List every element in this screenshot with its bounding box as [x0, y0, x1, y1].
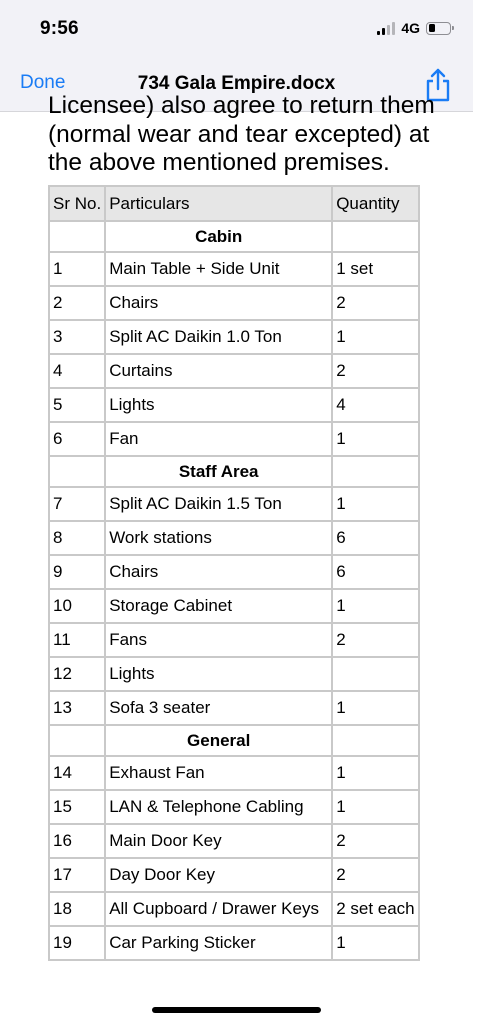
- cell-quantity: 2 set each: [332, 892, 419, 926]
- cell-particular: Lights: [105, 657, 332, 691]
- network-type: 4G: [401, 20, 420, 36]
- cell-particular: Main Door Key: [105, 824, 332, 858]
- section-row: [49, 725, 419, 756]
- cell-sr-no: 1: [49, 252, 105, 286]
- table-row: [49, 521, 419, 555]
- table-row: [49, 926, 419, 960]
- section-empty-cell: [49, 221, 105, 252]
- table-row: [49, 790, 419, 824]
- table-row: [49, 589, 419, 623]
- status-time: 9:56: [40, 18, 79, 39]
- cell-particular: All Cupboard / Drawer Keys: [105, 892, 332, 926]
- cell-quantity: 1: [332, 790, 419, 824]
- cell-quantity: [332, 657, 419, 691]
- cell-sr-no: 19: [49, 926, 105, 960]
- cell-particular: Exhaust Fan: [105, 756, 332, 790]
- table-row: [49, 252, 419, 286]
- section-empty-cell: [49, 725, 105, 756]
- header-sr-no: Sr No.: [49, 186, 105, 221]
- table-header-row: [49, 186, 419, 221]
- document-viewer[interactable]: [0, 92, 473, 992]
- cell-quantity: 2: [332, 824, 419, 858]
- cell-quantity: 6: [332, 555, 419, 589]
- cell-particular: Storage Cabinet: [105, 589, 332, 623]
- cell-particular: Split AC Daikin 1.5 Ton: [105, 487, 332, 521]
- cell-particular: Car Parking Sticker: [105, 926, 332, 960]
- section-empty-cell: [332, 221, 419, 252]
- cell-particular: Split AC Daikin 1.0 Ton: [105, 320, 332, 354]
- table-row: [49, 286, 419, 320]
- table-row: [49, 388, 419, 422]
- cell-sr-no: 17: [49, 858, 105, 892]
- status-indicators: [377, 20, 451, 36]
- section-title: General: [105, 725, 332, 756]
- section-empty-cell: [332, 725, 419, 756]
- cell-sr-no: 12: [49, 657, 105, 691]
- cell-quantity: 1: [332, 320, 419, 354]
- table-row: [49, 756, 419, 790]
- document-paragraph: [48, 92, 488, 178]
- section-row: [49, 221, 419, 252]
- cell-quantity: 2: [332, 354, 419, 388]
- cell-particular: Day Door Key: [105, 858, 332, 892]
- table-row: [49, 657, 419, 691]
- cell-particular: Fans: [105, 623, 332, 657]
- cell-sr-no: 6: [49, 422, 105, 456]
- cell-quantity: 1: [332, 589, 419, 623]
- cell-sr-no: 3: [49, 320, 105, 354]
- header-quantity: Quantity: [332, 186, 419, 221]
- cellular-signal-icon: [377, 22, 395, 35]
- cell-sr-no: 9: [49, 555, 105, 589]
- cell-sr-no: 5: [49, 388, 105, 422]
- table-row: [49, 422, 419, 456]
- cell-sr-no: 11: [49, 623, 105, 657]
- section-title: Staff Area: [105, 456, 332, 487]
- cell-sr-no: 18: [49, 892, 105, 926]
- status-bar: [0, 0, 473, 62]
- cell-quantity: 1: [332, 756, 419, 790]
- table-row: [49, 623, 419, 657]
- cell-particular: LAN & Telephone Cabling: [105, 790, 332, 824]
- section-empty-cell: [332, 456, 419, 487]
- paragraph-line: the above mentioned premises.: [48, 149, 390, 176]
- cell-sr-no: 14: [49, 756, 105, 790]
- table-row: [49, 892, 419, 926]
- cell-sr-no: 10: [49, 589, 105, 623]
- cell-particular: Sofa 3 seater: [105, 691, 332, 725]
- cell-quantity: 1: [332, 422, 419, 456]
- cell-sr-no: 13: [49, 691, 105, 725]
- cell-sr-no: 8: [49, 521, 105, 555]
- cell-quantity: 1 set: [332, 252, 419, 286]
- cell-particular: Fan: [105, 422, 332, 456]
- cell-particular: Curtains: [105, 354, 332, 388]
- cell-quantity: 6: [332, 521, 419, 555]
- cell-sr-no: 16: [49, 824, 105, 858]
- table-row: [49, 354, 419, 388]
- cell-particular: Work stations: [105, 521, 332, 555]
- table-row: [49, 858, 419, 892]
- done-button[interactable]: Done: [20, 72, 66, 93]
- cell-quantity: 2: [332, 286, 419, 320]
- cell-sr-no: 4: [49, 354, 105, 388]
- paragraph-line: Licensee) also agree to return them: [48, 92, 435, 119]
- table-row: [49, 555, 419, 589]
- battery-icon: [426, 22, 451, 35]
- cell-quantity: 1: [332, 487, 419, 521]
- cell-sr-no: 15: [49, 790, 105, 824]
- home-indicator[interactable]: [152, 1007, 321, 1013]
- document-title: 734 Gala Empire.docx: [137, 73, 336, 94]
- cell-particular: Chairs: [105, 286, 332, 320]
- cell-sr-no: 7: [49, 487, 105, 521]
- header-particulars: Particulars: [105, 186, 332, 221]
- cell-quantity: 2: [332, 623, 419, 657]
- cell-sr-no: 2: [49, 286, 105, 320]
- section-empty-cell: [49, 456, 105, 487]
- paragraph-line: (normal wear and tear excepted) at: [48, 120, 430, 148]
- table-row: [49, 487, 419, 521]
- inventory-table: [48, 185, 420, 961]
- cell-quantity: 1: [332, 691, 419, 725]
- table-row: [49, 320, 419, 354]
- section-row: [49, 456, 419, 487]
- cell-quantity: 2: [332, 858, 419, 892]
- cell-quantity: 1: [332, 926, 419, 960]
- table-row: [49, 691, 419, 725]
- cell-particular: Main Table + Side Unit: [105, 252, 332, 286]
- cell-particular: Chairs: [105, 555, 332, 589]
- table-row: [49, 824, 419, 858]
- cell-particular: Lights: [105, 388, 332, 422]
- cell-quantity: 4: [332, 388, 419, 422]
- section-title: Cabin: [105, 221, 332, 252]
